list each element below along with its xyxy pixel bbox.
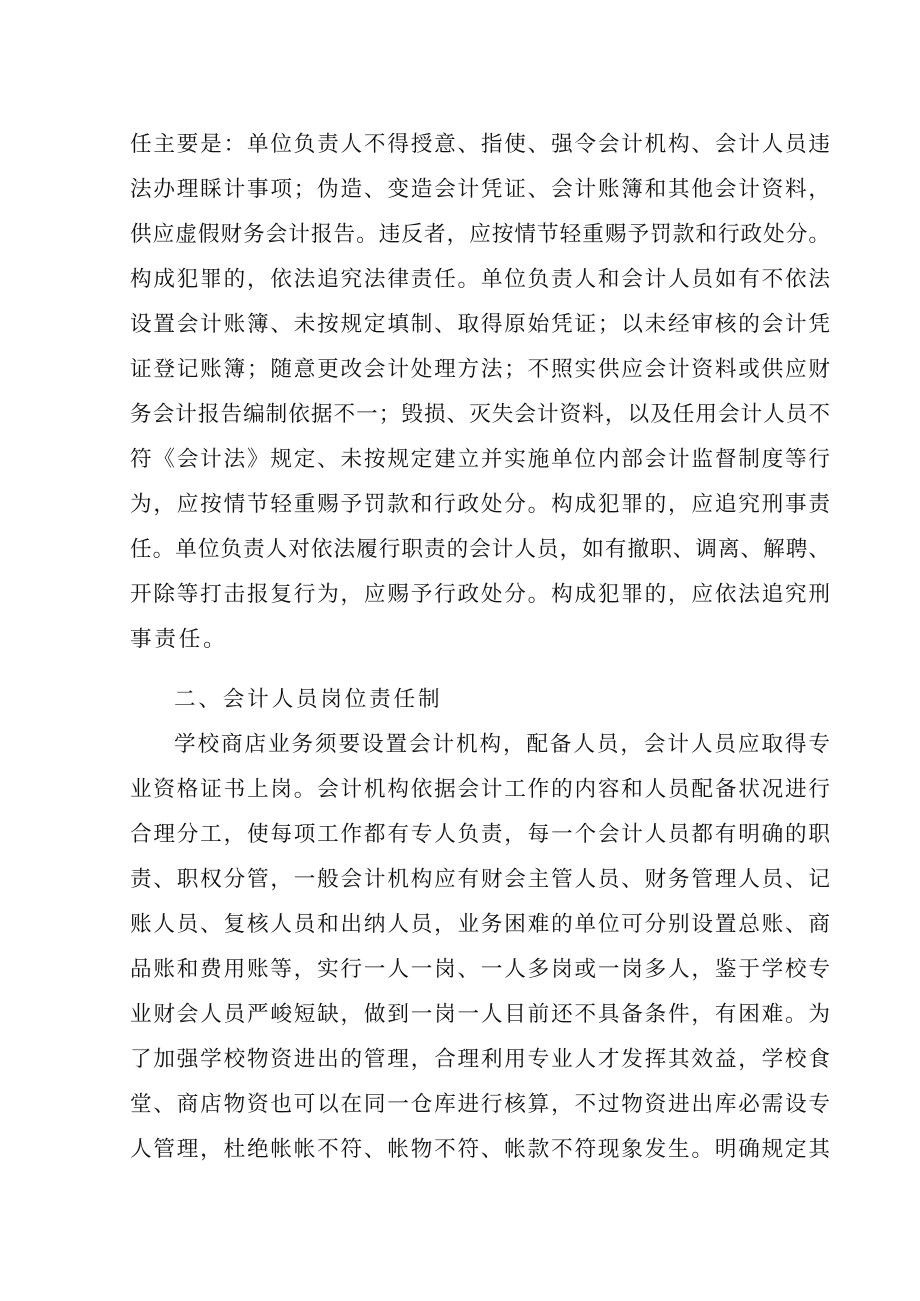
text-line: 供应虚假财务会计报告。违反者，应按情节轻重赐予罚款和行政处分。 [130,222,830,247]
text-line: 堂、商店物资也可以在同一仓库进行核算，不过物资进出库必需设专 [130,1092,830,1117]
text-line: 品账和费用账等，实行一人一岗、一人多岗或一岗多人，鉴于学校专 [130,957,830,982]
text-line: 业财会人员严峻短缺，做到一岗一人目前还不具备条件，有困难。为 [130,1002,830,1027]
text-line: 任。单位负责人对依法履行职责的会计人员，如有撤职、调离、解聘、 [130,537,830,562]
text-line: 为，应按情节轻重赐予罚款和行政处分。构成犯罪的，应追究刑事责 [130,492,830,517]
text-line: 证登记账簿；随意更改会计处理方法；不照实供应会计资料或供应财 [130,357,830,382]
text-line: 设置会计账簿、未按规定填制、取得原始凭证；以未经审核的会计凭 [130,312,830,337]
text-line: 法办理睬计事项；伪造、变造会计凭证、会计账簿和其他会计资料， [130,177,830,202]
text-line: 务会计报告编制依据不一；毁损、灭失会计资料，以及任用会计人员不 [130,402,830,427]
text-line: 任主要是：单位负责人不得授意、指使、强令会计机构、会计人员违 [130,132,830,157]
text-line: 业资格证书上岗。会计机构依据会计工作的内容和人员配备状况进行 [130,777,830,802]
text-line: 事责任。 [130,627,228,652]
text-line: 合理分工，使每项工作都有专人负责，每一个会计人员都有明确的职 [130,822,830,847]
text-line: 符《会计法》规定、未按规定建立并实施单位内部会计监督制度等行 [130,447,830,472]
text-line: 账人员、复核人员和出纳人员，业务困难的单位可分别设置总账、商 [130,912,830,937]
text-line: 学校商店业务须要设置会计机构，配备人员，会计人员应取得专 [174,732,830,757]
text-line: 构成犯罪的，依法追究法律责任。单位负责人和会计人员如有不依法 [130,267,830,292]
text-line: 责、职权分管，一般会计机构应有财会主管人员、财务管理人员、记 [130,867,830,892]
text-line: 人管理，杜绝帐帐不符、帐物不符、帐款不符现象发生。明确规定其 [130,1137,830,1162]
section-heading: 二、会计人员岗位责任制 [174,687,443,712]
text-line: 开除等打击报复行为，应赐予行政处分。构成犯罪的，应依法追究刑 [130,582,830,607]
text-line: 了加强学校物资进出的管理，合理利用专业人才发挥其效益，学校食 [130,1047,830,1072]
